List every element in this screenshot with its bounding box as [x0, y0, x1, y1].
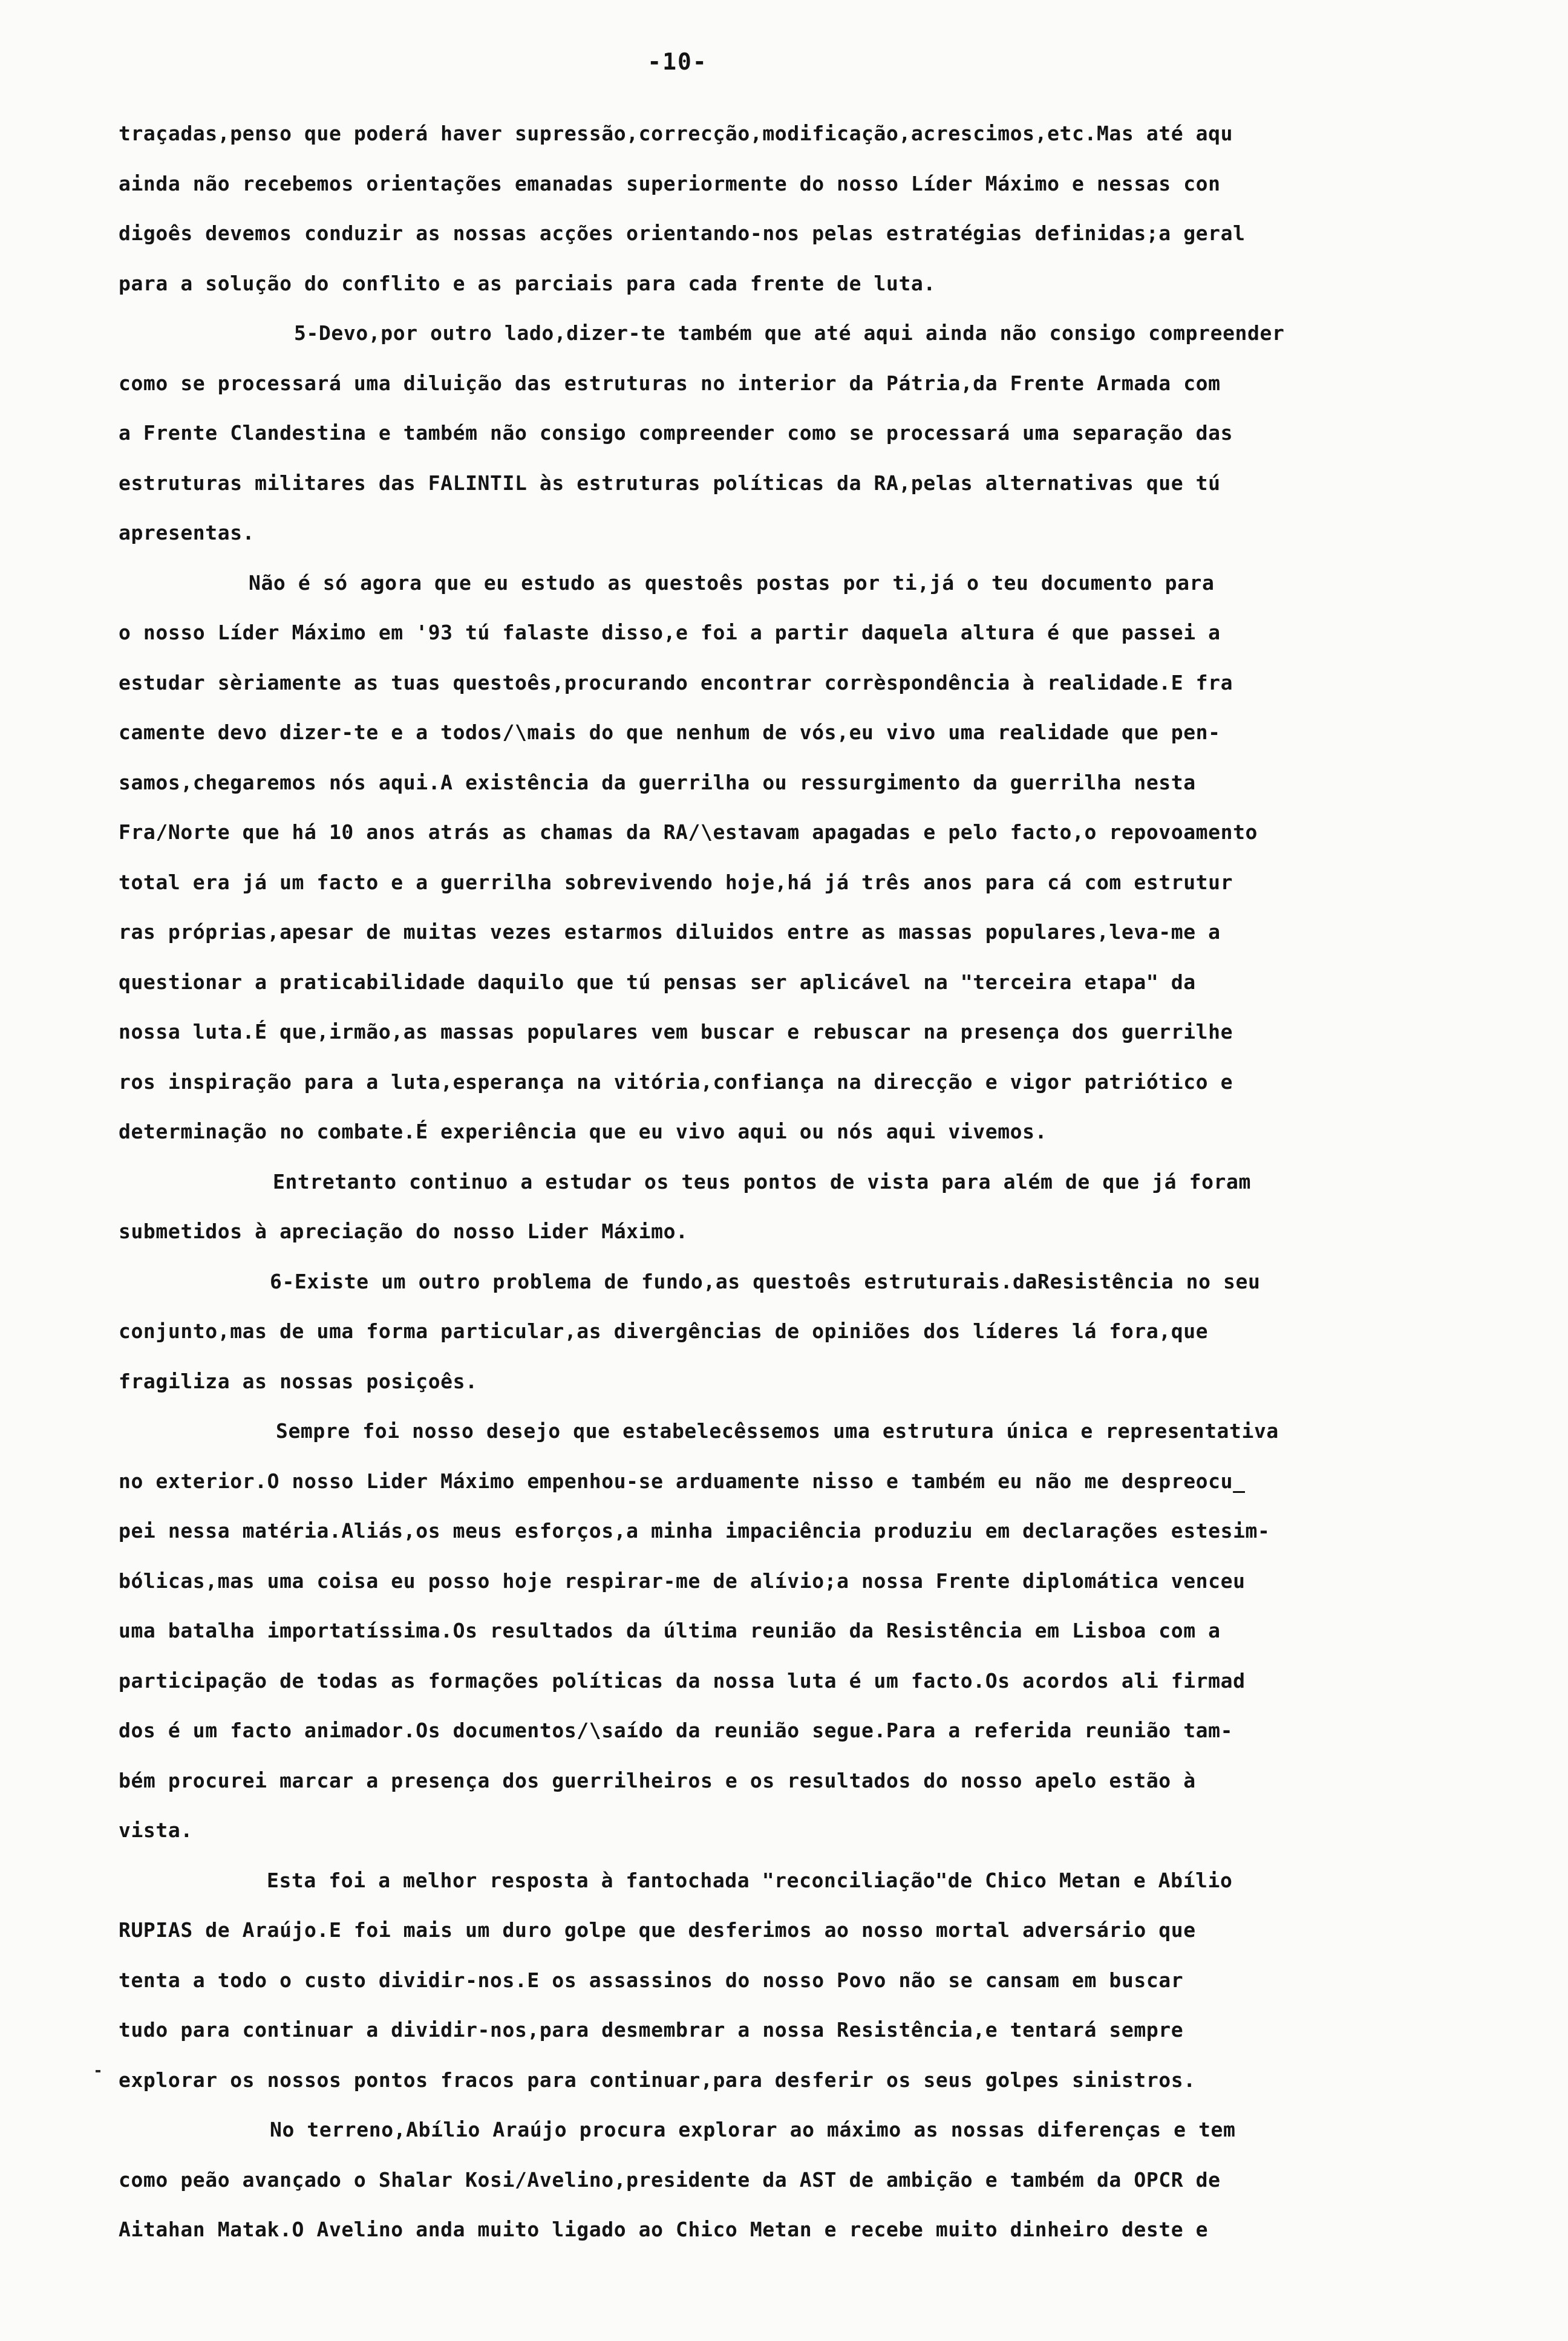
text-line: fragiliza as nossas posiçoês. [119, 1369, 478, 1393]
text-line: tudo para continuar a dividir-nos,para desmembrar a nossa Resistência,e tentará sempre [119, 2018, 1184, 2042]
text-line: vista. [119, 1818, 193, 1842]
text-line: questionar a praticabilidade daquilo que tú pensas ser aplicável na "terceira etapa" da [119, 970, 1196, 994]
text-line: Fra/Norte que há 10 anos atrás as chamas da RA/\estavam apagadas e pelo facto,o repovoamento [119, 820, 1258, 844]
text-line: ras próprias,apesar de muitas vezes estarmos diluidos entre as massas populares,leva-me a [119, 920, 1221, 944]
text-line: nossa luta.É que,irmão,as massas populares vem buscar e rebuscar na presença dos guerrilhe [119, 1020, 1233, 1043]
text-line: total era já um facto e a guerrilha sobrevivendo hoje,há já três anos para cá com estrutur [119, 870, 1233, 894]
text-line: a Frente Clandestina e também não consigo compreender como se processará uma separação das [119, 421, 1233, 445]
text-line: traçadas,penso que poderá haver supressão,correcção,modificação,acrescimos,etc.Mas até aqu [119, 122, 1233, 145]
paragraph [119, 309, 1468, 558]
text-line: camente devo dizer-te e a todos/\mais do que nenhum de vós,eu vivo uma realidade que pen- [119, 720, 1221, 744]
text-line: pei nessa matéria.Aliás,os meus esforços,a minha impaciência produziu em declarações estesim- [119, 1519, 1270, 1543]
text-line: conjunto,mas de uma forma particular,as divergências de opiniões dos líderes lá fora,que [119, 1319, 1209, 1343]
text-line: bém procurei marcar a presença dos guerrilheiros e os resultados do nosso apelo estão à [119, 1768, 1196, 1792]
text-line: Entretanto continuo a estudar os teus pontos de vista para além de que já foram [273, 1169, 1251, 1193]
text-line: samos,chegaremos nós aqui.A existência da guerrilha ou ressurgimento da guerrilha nesta [119, 770, 1196, 794]
text-line: No terreno,Abílio Araújo procura explorar ao máximo as nossas diferenças e tem [270, 2118, 1236, 2141]
text-line: uma batalha importatíssima.Os resultados da última reunião da Resistência em Lisboa com a [119, 1619, 1221, 1642]
text-line: Esta foi a melhor resposta à fantochada "reconciliação"de Chico Metan e Abílio [267, 1868, 1233, 1892]
text-line: estruturas militares das FALINTIL às estruturas políticas da RA,pelas alternativas que tú [119, 471, 1221, 495]
text-line: estudar sèriamente as tuas questoês,procurando encontrar corrèspondência à realidade.E fra [119, 670, 1233, 694]
text-line: como se processará uma diluição das estruturas no interior da Pátria,da Frente Armada com [119, 371, 1221, 395]
letter-body [119, 109, 1468, 2255]
text-line: apresentas. [119, 521, 255, 544]
text-line: no exterior.O nosso Lider Máximo empenhou-se arduamente nisso e também eu não me despreocu_ [119, 1469, 1246, 1493]
text-line: como peão avançado o Shalar Kosi/Avelino,presidente da AST de ambição e também da OPCR de [119, 2167, 1221, 2192]
paragraph [119, 1406, 1468, 1856]
text-line: 5-Devo,por outro lado,dizer-te também que até aqui ainda não consigo compreender [294, 321, 1285, 345]
text-line: dos é um facto animador.Os documentos/\saído da reunião segue.Para a referida reunião tam- [119, 1719, 1233, 1742]
text-line: bólicas,mas uma coisa eu posso hoje respirar-me de alívio;a nossa Frente diplomática venceu [119, 1569, 1246, 1593]
text-line: Sempre foi nosso desejo que estabelecêssemos uma estrutura única e representativa [276, 1419, 1279, 1443]
text-line: participação de todas as formações políticas da nossa luta é um facto.Os acordos ali firmad [119, 1668, 1246, 1693]
paragraph [119, 109, 1468, 309]
text-line: tenta a todo o custo dividir-nos.E os assassinos do nosso Povo não se cansam em buscar [119, 1968, 1184, 1992]
text-line: Aitahan Matak.O Avelino anda muito ligado ao Chico Metan e recebe muito dinheiro deste e [119, 2218, 1209, 2241]
text-line: explorar os nossos pontos fracos para continuar,para desferir os seus golpes sinistros. [119, 2068, 1196, 2092]
text-line: ros inspiração para a luta,esperança na vitória,confiança na direcção e vigor patriótico e [119, 1069, 1233, 1094]
paragraph [119, 1257, 1468, 1407]
text-line: o nosso Líder Máximo em '93 tú falaste disso,e foi a partir daquela altura é que passei a [119, 621, 1221, 644]
paragraph [119, 2105, 1468, 2255]
text-line: RUPIAS de Araújo.E foi mais um duro golpe que desferimos ao nosso mortal adversário que [119, 1918, 1196, 1942]
text-line: determinação no combate.É experiência que eu vivo aqui ou nós aqui vivemos. [119, 1120, 1048, 1143]
text-line: Não é só agora que eu estudo as questoês postas por ti,já o teu documento para [249, 570, 1215, 595]
text-line: submetidos à apreciação do nosso Lider Máximo. [119, 1219, 688, 1243]
text-line: digoês devemos conduzir as nossas acções orientando-nos pelas estratégias definidas;a geral [119, 221, 1246, 245]
page-number: -10- [647, 48, 708, 75]
text-line: para a solução do conflito e as parciais para cada frente de luta. [119, 271, 936, 295]
paragraph [119, 558, 1468, 1157]
margin-mark [96, 2070, 100, 2072]
text-line: 6-Existe um outro problema de fundo,as questoês estruturais.daResistência no seu [270, 1269, 1261, 1293]
text-line: ainda não recebemos orientações emanadas superiormente do nosso Líder Máximo e nessas con [119, 171, 1221, 195]
paragraph [119, 1157, 1468, 1257]
paragraph [119, 1856, 1468, 2106]
